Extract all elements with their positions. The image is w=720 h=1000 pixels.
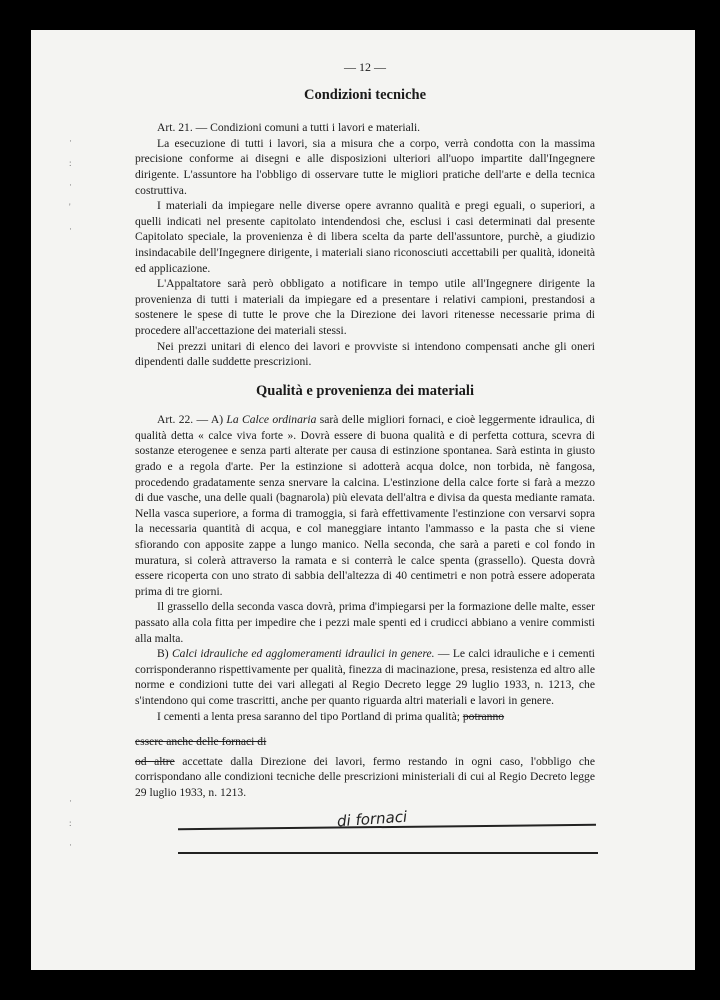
- section-title-qualita: Qualità e provenienza dei materiali: [255, 382, 474, 399]
- struck-word-potranno: potranno: [462, 709, 505, 723]
- art21-heading: Art. 21. — Condizioni comuni a tutti i lavori e materiali.: [157, 121, 421, 135]
- margin-scan-marks: · : · ' · · : ·: [69, 136, 72, 850]
- struck-line: [135, 734, 595, 750]
- art22-term: La Calce ordinaria: [226, 413, 317, 427]
- struck-text: essere anche delle fornaci di: [135, 735, 267, 749]
- final-paragraph: [135, 754, 595, 801]
- art21-paragraph-3: L'Appaltatore sarà però obbligato a notificare in tempo utile all'Ingegnere dirigente la provenienza di tutti i materiali da impiegare ed a presentare i relativi campioni, prestandosi a sostenere le spese di tutte le prove che la Direzione dei lavori ritenesse necessarie prima di procedere all'accettazione dei materiali stessi.: [135, 277, 595, 337]
- struck-word-od-altre: od altre: [135, 754, 175, 768]
- section-title-condizioni: Condizioni tecniche: [303, 86, 427, 103]
- page-number: — 12 —: [344, 60, 386, 74]
- art22-label: Art. 22. — A): [157, 413, 224, 427]
- art21-paragraph-1: La esecuzione di tutti i lavori, sia a misura che a corpo, verrà condotta con la massima precisione conforme ai disegni e alle disposizioni ulteriori all'uopo impartite dall'Ingegnere dirigente. L'assuntore ha l'obbligo di osservare tutte le migliori pratiche dell'arte e della tecnica costruttiva.: [135, 136, 595, 197]
- art22-paragraph-2: Il grassello della seconda vasca dovrà, prima d'impiegarsi per la formazione delle malte, esser passato alla cola fitta per impedire che i pezzi male spenti ed i crudicci abbiano a venire commisti alla malta.: [135, 600, 595, 645]
- final-text: accettate dalla Direzione dei lavori, fermo restando in ogni caso, l'obbligo che corrispondano alle condizioni tecniche delle prescrizioni ministeriali di cui al Regio Decreto legge 29 luglio 1933, n. 1213.: [135, 754, 595, 799]
- art22-b-term: Calci idrauliche ed agglomeramenti idraulici in genere.: [171, 647, 435, 661]
- document-text: [135, 60, 595, 801]
- art22-b-text: — Le calci idrauliche e i cementi corrisponderanno rispettivamente per qualità, finezza di macinazione, presa, resistenza ed altro alle norme e condizioni tutte dei vari allegati al Regio Decreto legge 29 luglio 1933, n. 1213, che s'intendono qui come trascritti, anche per quanto riguarda altri materiali e lavori in genere.: [135, 647, 596, 707]
- art22-paragraph-b: [135, 646, 595, 708]
- handwritten-note: di fornaci: [336, 807, 408, 831]
- art22-paragraph-1: [135, 412, 595, 599]
- art21-paragraph-2: I materiali da impiegare nelle diverse opere avranno qualità e pregi eguali, o superiori, a quelli indicati nel presente capitolato intendendosi che, esclusi i casi determinati dal presente Capitolato speciale, la provenienza è di libera scelta da parte dell'assuntore, purchè, a giudizio insindacabile dell'Ingegnere dirigente, i materiali siano riconosciuti accettabili per qualità, idoneità ed applicazione.: [135, 199, 595, 275]
- cement-paragraph: [135, 709, 595, 725]
- strike-line-lower: [178, 852, 598, 854]
- art21-paragraph-4: Nei prezzi unitari di elenco dei lavori e provviste si intendono compensati anche gli oneri dipendenti dalle suddette prescrizioni.: [135, 339, 595, 369]
- cement-line: I cementi a lenta presa saranno del tipo Portland di prima qualità;: [157, 709, 460, 723]
- art22-b-label: B): [157, 647, 169, 661]
- art22-text: sarà delle migliori fornaci, e cioè leggermente idraulica, di qualità detta « calce viva forte ». Dovrà essere di buona qualità e di perfetta cottura, scevra di sostanze eterogenee e senza parti alterate per causa di estinzione spontanea. Sarà estinta in giusto grado e a regola d'arte. Per la estinzione si adotterà acqua dolce, non torbida, nè fangosa, procedendo gradatamente senza snervare la calcina. L'estinzione della calce forte si farà a mezzo di due vasche, una delle quali (bagnarola) più elevata dell'altra e divisa da questa mediante ramata. Nella vasca superiore, a forma di tramoggia, si farà effettivamente l'estinzione con versarvi sopra la necessaria quantità di acqua, e col maneggiare intanto l'ammasso e la pasta che si viene sfiorando con apposite zappe a lungo manico. Nella seconda, che sarà a pareti e col fondo in muratura, si colerà attraverso la ramata e si conterrà le calce spenta (grassello). Questa dovrà essere ricoperta con uno strato di sabbia dell'altezza di 40 centimetri e non potrà essere adoperata prima di tre giorni.: [135, 413, 595, 598]
